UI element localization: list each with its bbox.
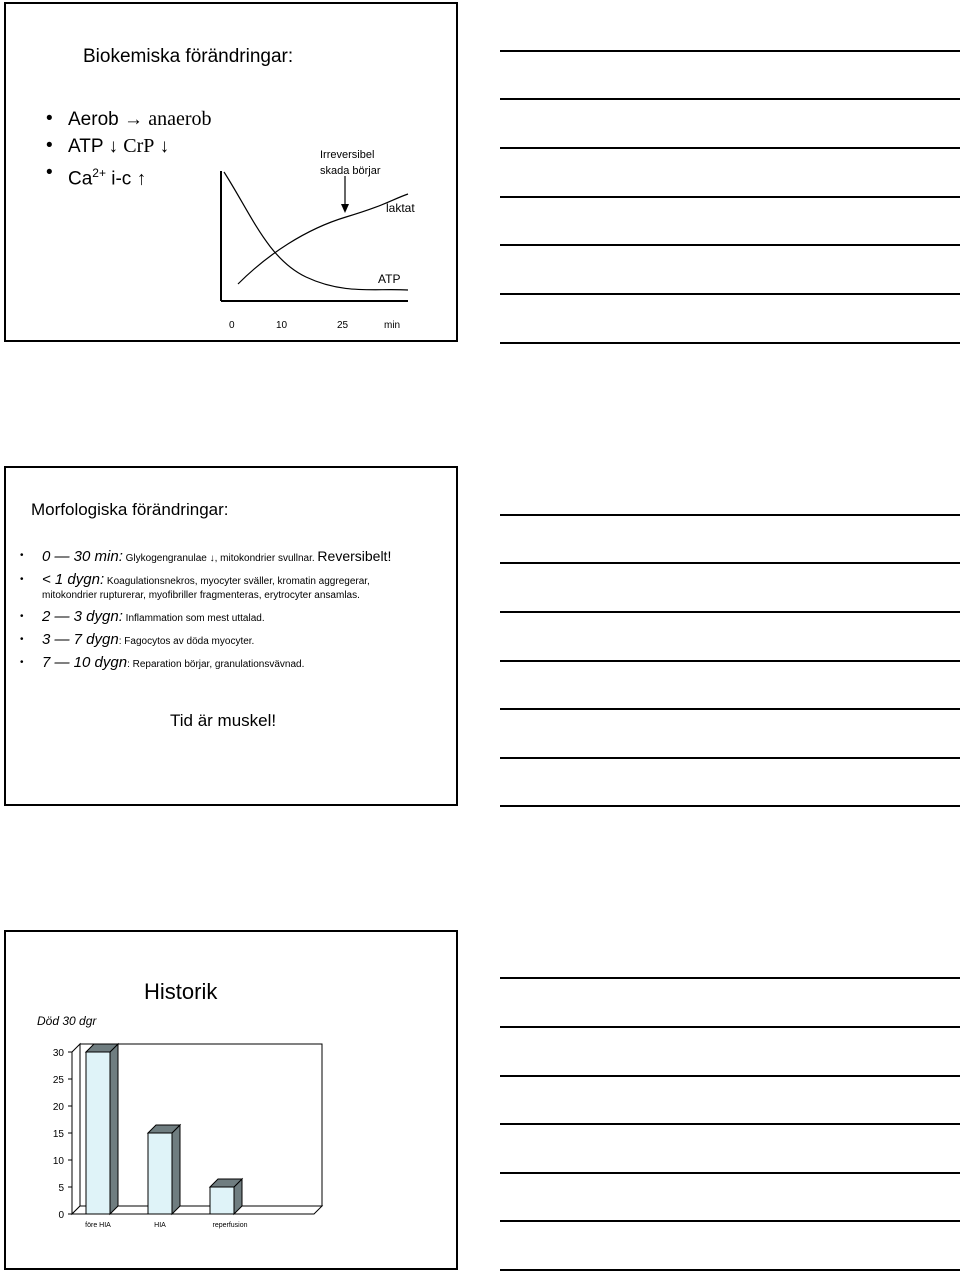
bullet-text: ATP [68,136,104,157]
curve-chart [6,4,460,344]
bar-side [110,1044,118,1214]
note-line [500,1269,960,1271]
bar [86,1052,110,1214]
x-tick-label: HIA [154,1222,166,1229]
bullet-text: anaerob [148,108,212,130]
note-line [500,805,960,807]
label-laktat: laktat [386,201,415,215]
bullet-item [42,610,391,626]
y-tick-label: 15 [52,1129,64,1140]
note-line [500,708,960,710]
bullet-text: i-c [105,168,132,190]
time-label: 7 — 10 dygn [42,654,128,671]
note-line [500,611,960,613]
y-tick-label: 30 [52,1048,64,1059]
x-tick-label: före HIA [85,1222,111,1229]
note-line [500,1220,960,1222]
annotation-irreversibel: Irreversibel skada börjar [320,149,381,177]
bullet-item [42,633,391,649]
arrow-right-icon: → [123,109,143,130]
chart-ylabel: Död 30 dgr [37,1014,97,1028]
note-line [500,1075,960,1077]
item-text: Glykogengranulae ↓, mitokondrier svullnar. [122,553,318,564]
footer-text: Tid är muskel! [170,711,277,730]
time-label: 3 — 7 dygn [42,631,119,648]
note-line [500,977,960,979]
note-line [500,342,960,344]
note-line [500,562,960,564]
item-text: : Fagocytos av döda myocyter. [118,636,255,647]
note-line [500,1172,960,1174]
bar-side [172,1125,180,1214]
note-line [500,1026,960,1028]
time-label: < 1 dygn: [42,571,105,588]
note-line [500,244,960,246]
y-tick-label: 20 [52,1102,64,1113]
y-tick-label: 0 [58,1210,64,1221]
bullet-list [42,549,391,672]
bar-chart [6,932,460,1272]
bullet-item [42,549,391,566]
note-line [500,147,960,149]
bullet-item [42,656,391,672]
chart-side-wall [72,1044,80,1214]
slide-title: Historik [144,979,218,1004]
y-tick-label: 25 [52,1075,64,1086]
note-line [500,514,960,516]
label-atp: ATP [378,272,401,286]
item-text: Inflammation som mest uttalad. [122,613,265,624]
time-label: 0 — 30 min: [42,548,123,565]
bullet-item [42,573,391,603]
slide-biokemiska [4,2,458,342]
slide-title: Biokemiska förändringar: [83,46,294,67]
note-line [500,50,960,52]
bullet-text: CrP [123,135,155,157]
tick-label: 10 [276,320,288,331]
tick-label: min [384,320,401,331]
arrowhead [341,204,349,213]
y-tick-label: 5 [58,1183,64,1194]
arrow-down-icon: ↓ [159,136,170,157]
item-text: Koagulationsnekros, myocyter sväller, kromatin aggregerar, [104,576,370,587]
note-line [500,660,960,662]
emphasis-text: Reversibelt! [317,548,392,564]
superscript: 2+ [92,166,106,180]
slide-morfologiska [4,466,458,806]
x-tick-label: reperfusion [212,1222,248,1229]
slide-historik [4,930,458,1270]
note-line [500,98,960,100]
bullet-text: Ca [68,168,93,190]
note-line [500,293,960,295]
note-line [500,757,960,759]
item-text: : Reparation börjar, granulationsvävnad. [127,659,305,670]
arrow-down-icon: ↓ [108,136,118,157]
tick-label: 0 [229,320,235,331]
bar [210,1187,234,1214]
note-line [500,196,960,198]
bullet-text: Aerob [68,109,119,130]
time-label: 2 — 3 dygn: [42,608,123,625]
bar [148,1133,172,1214]
y-tick-label: 10 [52,1156,64,1167]
note-line [500,1123,960,1125]
laktat-curve [238,194,408,284]
arrow-up-icon: ↑ [136,168,147,190]
tick-label: 25 [337,320,349,331]
slide-title: Morfologiska förändringar: [31,500,229,519]
item-text: mitokondrier rupturerar, myofibriller fragmenteras, erytrocyter ansamlas. [42,590,360,601]
